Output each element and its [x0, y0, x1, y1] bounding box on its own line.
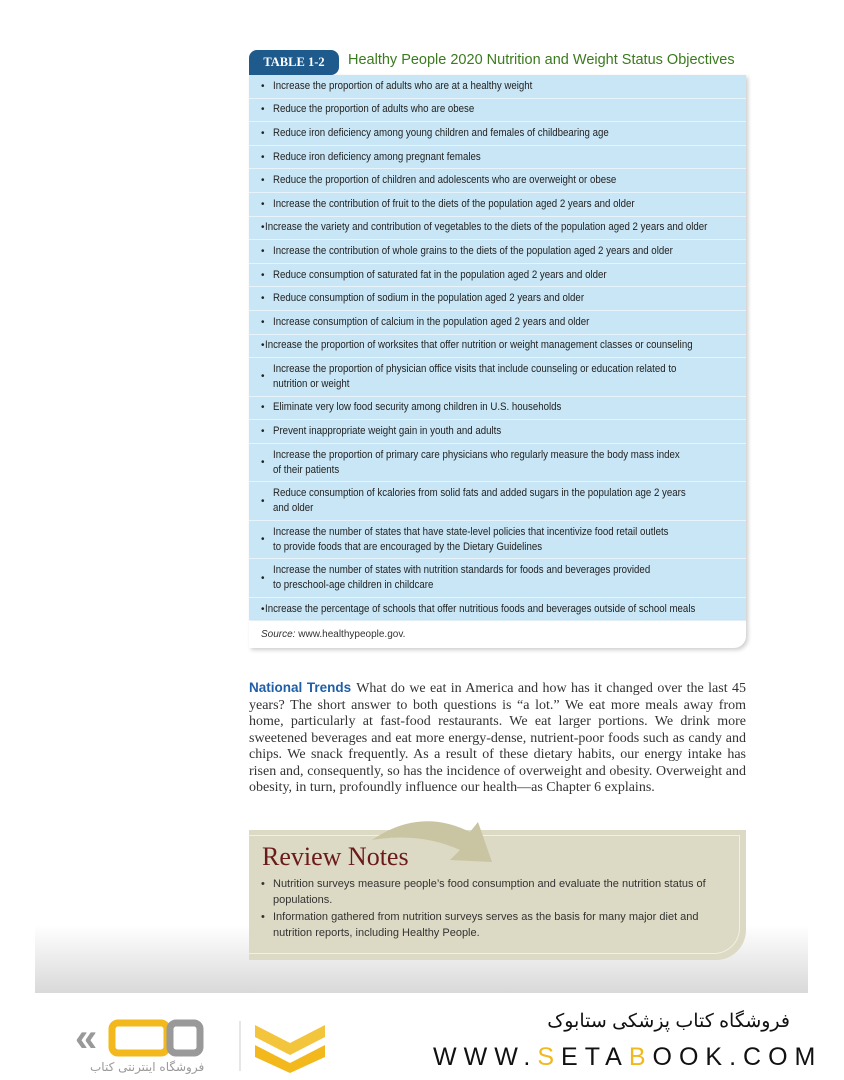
table-row	[249, 598, 746, 622]
bullet-icon: •	[261, 340, 265, 352]
row-text: Increase the proportion of primary care physicians who regularly measure the body mass index of their patients	[273, 448, 680, 476]
row-text: Eliminate very low food security among children in U.S. households	[273, 401, 562, 414]
table-row	[249, 99, 746, 123]
curved-arrow-icon	[370, 812, 500, 872]
table-row	[249, 444, 746, 483]
review-list	[261, 877, 731, 943]
bullet-icon: •	[261, 603, 265, 615]
review-title: Review Notes	[262, 842, 409, 871]
table-row	[249, 193, 746, 217]
bullet-icon: •	[261, 80, 265, 92]
bullet-icon: •	[261, 175, 265, 187]
bullet-icon: •	[261, 198, 265, 210]
table-row	[249, 311, 746, 335]
table-source	[249, 621, 746, 648]
table-row	[249, 397, 746, 421]
national-trends-paragraph	[249, 680, 746, 797]
source-label: Source:	[261, 629, 296, 641]
review-item: • Nutrition surveys measure people’s food consumption and evaluate the nutrition status of populations.	[261, 878, 706, 906]
row-text: Prevent inappropriate weight gain in youth and adults	[273, 425, 502, 438]
table-row	[249, 559, 746, 598]
table-row	[249, 335, 746, 359]
row-text: Increase the contribution of whole grains to the diets of the population aged 2 years and older	[273, 244, 673, 257]
bullet-icon: •	[261, 293, 265, 305]
bullet-icon: •	[261, 402, 265, 414]
row-text: Reduce the proportion of adults who are obese	[273, 103, 475, 116]
table-title: Healthy People 2020 Nutrition and Weight Status Objectives	[348, 52, 735, 68]
table-row	[249, 521, 746, 560]
review-item: • Information gathered from nutrition surveys serves as the basis for many major diet and nutrition reports, including Healthy People.	[261, 911, 699, 939]
table-row	[249, 217, 746, 241]
source-text: www.healthypeople.gov.	[295, 629, 406, 641]
bullet-icon: •	[261, 457, 265, 469]
setabook-logo	[70, 1013, 340, 1075]
table-label: TABLE 1-2	[249, 50, 339, 75]
row-text: Reduce consumption of sodium in the population aged 2 years and older	[273, 292, 585, 305]
row-text: Reduce iron deficiency among young children and females of childbearing age	[273, 126, 609, 139]
svg-text:فروشگاه اینترنتی کتاب: فروشگاه اینترنتی کتاب	[90, 1060, 205, 1074]
table-row	[249, 75, 746, 99]
bullet-icon: •	[261, 222, 265, 234]
row-text: Increase the variety and contribution of vegetables to the diets of the population aged 2 years and older	[264, 221, 707, 234]
bullet-icon: •	[261, 426, 265, 438]
table-row	[249, 420, 746, 444]
table-row	[249, 358, 746, 397]
footer-url[interactable]: WWW.SETABOOK.COM	[433, 1043, 823, 1071]
table-row	[249, 122, 746, 146]
table-1-2	[249, 48, 746, 648]
row-text: Increase the number of states that have state-level policies that incentivize food retail outlets to provide foods that are encouraged by the Dietary Guidelines	[273, 525, 669, 553]
bullet-icon: •	[261, 269, 265, 281]
row-text: Increase the percentage of schools that offer nutritious foods and beverages outside of school meals	[264, 602, 695, 615]
footer-persian-title: فروشگاه کتاب پزشکی ستابوک	[547, 1011, 790, 1032]
paragraph-text: What do we eat in America and how has it changed over the last 45 years? The short answer to both questions is “a lot.” We eat more meals away from home, particularly at fast-food restaurants. We eat larger portions. We drink more sweetened beverages and eat more energy-dense, nutrient-poor foods such as candy and chips. We snack frequently. As a result of these dietary habits, our energy intake has risen and, consequently, so has the incidence of overweight and obesity. Overweight and obesity, in turn, profoundly influence our health—as Chapter 6 explains.	[249, 681, 746, 795]
table-row	[249, 264, 746, 288]
row-text: Increase the proportion of physician office visits that include counseling or education related to nutrition or weight	[273, 362, 677, 390]
bullet-icon: •	[261, 495, 265, 507]
bullet-icon: •	[261, 127, 265, 139]
table-header	[249, 48, 746, 75]
bullet-icon: •	[261, 572, 265, 584]
row-text: Increase the number of states with nutrition standards for foods and beverages provided to preschool-age children in childcare	[273, 564, 651, 592]
table-row	[249, 482, 746, 521]
table-row	[249, 287, 746, 311]
row-text: Increase the proportion of worksites that offer nutrition or weight management classes or counseling	[264, 339, 693, 352]
row-text: Reduce consumption of saturated fat in the population aged 2 years and older	[273, 268, 607, 281]
row-text: Increase consumption of calcium in the population aged 2 years and older	[273, 315, 590, 328]
table-row	[249, 146, 746, 170]
row-text: Reduce consumption of kcalories from solid fats and added sugars in the population age 2 years and older	[273, 487, 686, 515]
bullet-icon: •	[261, 151, 265, 163]
table-row	[249, 240, 746, 264]
paragraph-heading: National Trends	[249, 680, 352, 695]
bullet-icon: •	[261, 534, 265, 546]
row-text: Increase the proportion of adults who are at a healthy weight	[273, 79, 533, 92]
table-rows	[249, 75, 746, 621]
bullet-icon: •	[261, 245, 265, 257]
bullet-icon: •	[261, 316, 265, 328]
table-row	[249, 169, 746, 193]
row-text: Increase the contribution of fruit to the diets of the population aged 2 years and older	[273, 197, 635, 210]
row-text: Reduce iron deficiency among pregnant females	[273, 150, 481, 163]
svg-text:«: «	[75, 1016, 98, 1060]
bullet-icon: •	[261, 104, 265, 116]
bullet-icon: •	[261, 371, 265, 383]
row-text: Reduce the proportion of children and adolescents who are overweight or obese	[273, 174, 617, 187]
